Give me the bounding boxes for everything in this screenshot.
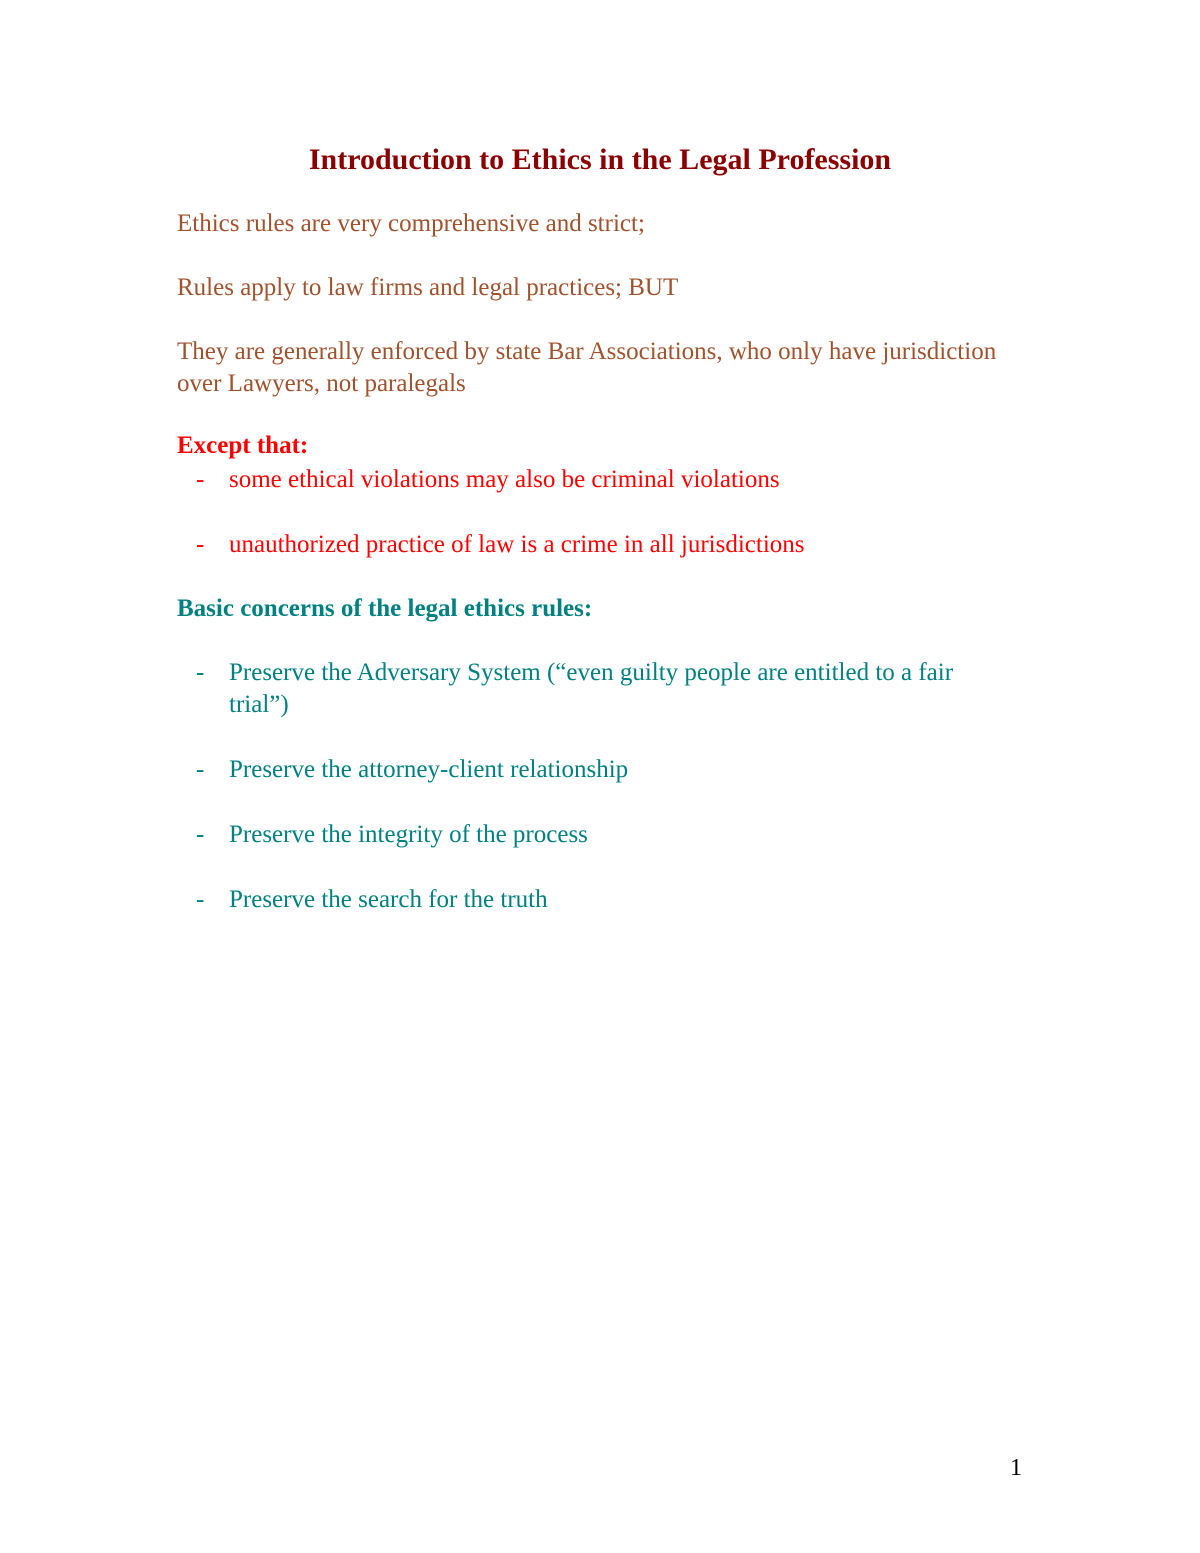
bullet-dash: - bbox=[196, 886, 205, 913]
paragraph-ethics-rules: Ethics rules are very comprehensive and strict; bbox=[177, 210, 645, 237]
bullet-dash: - bbox=[196, 756, 205, 783]
list-item bbox=[196, 529, 996, 561]
list-item-text: unauthorized practice of law is a crime in all jurisdictions bbox=[229, 531, 805, 558]
paragraph-enforcement: They are generally enforced by state Bar Associations, who only have jurisdiction over Lawyers, not paralegals bbox=[177, 338, 997, 397]
list-item-text: Preserve the search for the truth bbox=[229, 886, 548, 913]
list-item bbox=[196, 464, 996, 496]
paragraph-rules-apply: Rules apply to law firms and legal practices; BUT bbox=[177, 274, 679, 301]
list-item bbox=[196, 754, 996, 786]
bullet-dash: - bbox=[196, 821, 205, 848]
bullet-dash: - bbox=[196, 466, 205, 493]
list-item bbox=[196, 884, 996, 916]
document-title: Introduction to Ethics in the Legal Profession bbox=[308, 143, 892, 176]
list-item-text: Preserve the attorney-client relationship bbox=[229, 756, 629, 783]
list-item bbox=[196, 819, 996, 851]
list-item-text: Preserve the Adversary System (“even guilty people are entitled to a fair trial”) bbox=[229, 659, 954, 718]
except-heading: Except that: bbox=[177, 432, 309, 459]
list-item-text: Preserve the integrity of the process bbox=[229, 821, 588, 848]
list-item bbox=[196, 657, 996, 721]
list-item-text: some ethical violations may also be criminal violations bbox=[229, 466, 780, 493]
page-number: 1 bbox=[1010, 1455, 1022, 1481]
bullet-dash: - bbox=[196, 659, 205, 686]
concerns-heading: Basic concerns of the legal ethics rules: bbox=[177, 595, 593, 622]
bullet-dash: - bbox=[196, 531, 205, 558]
